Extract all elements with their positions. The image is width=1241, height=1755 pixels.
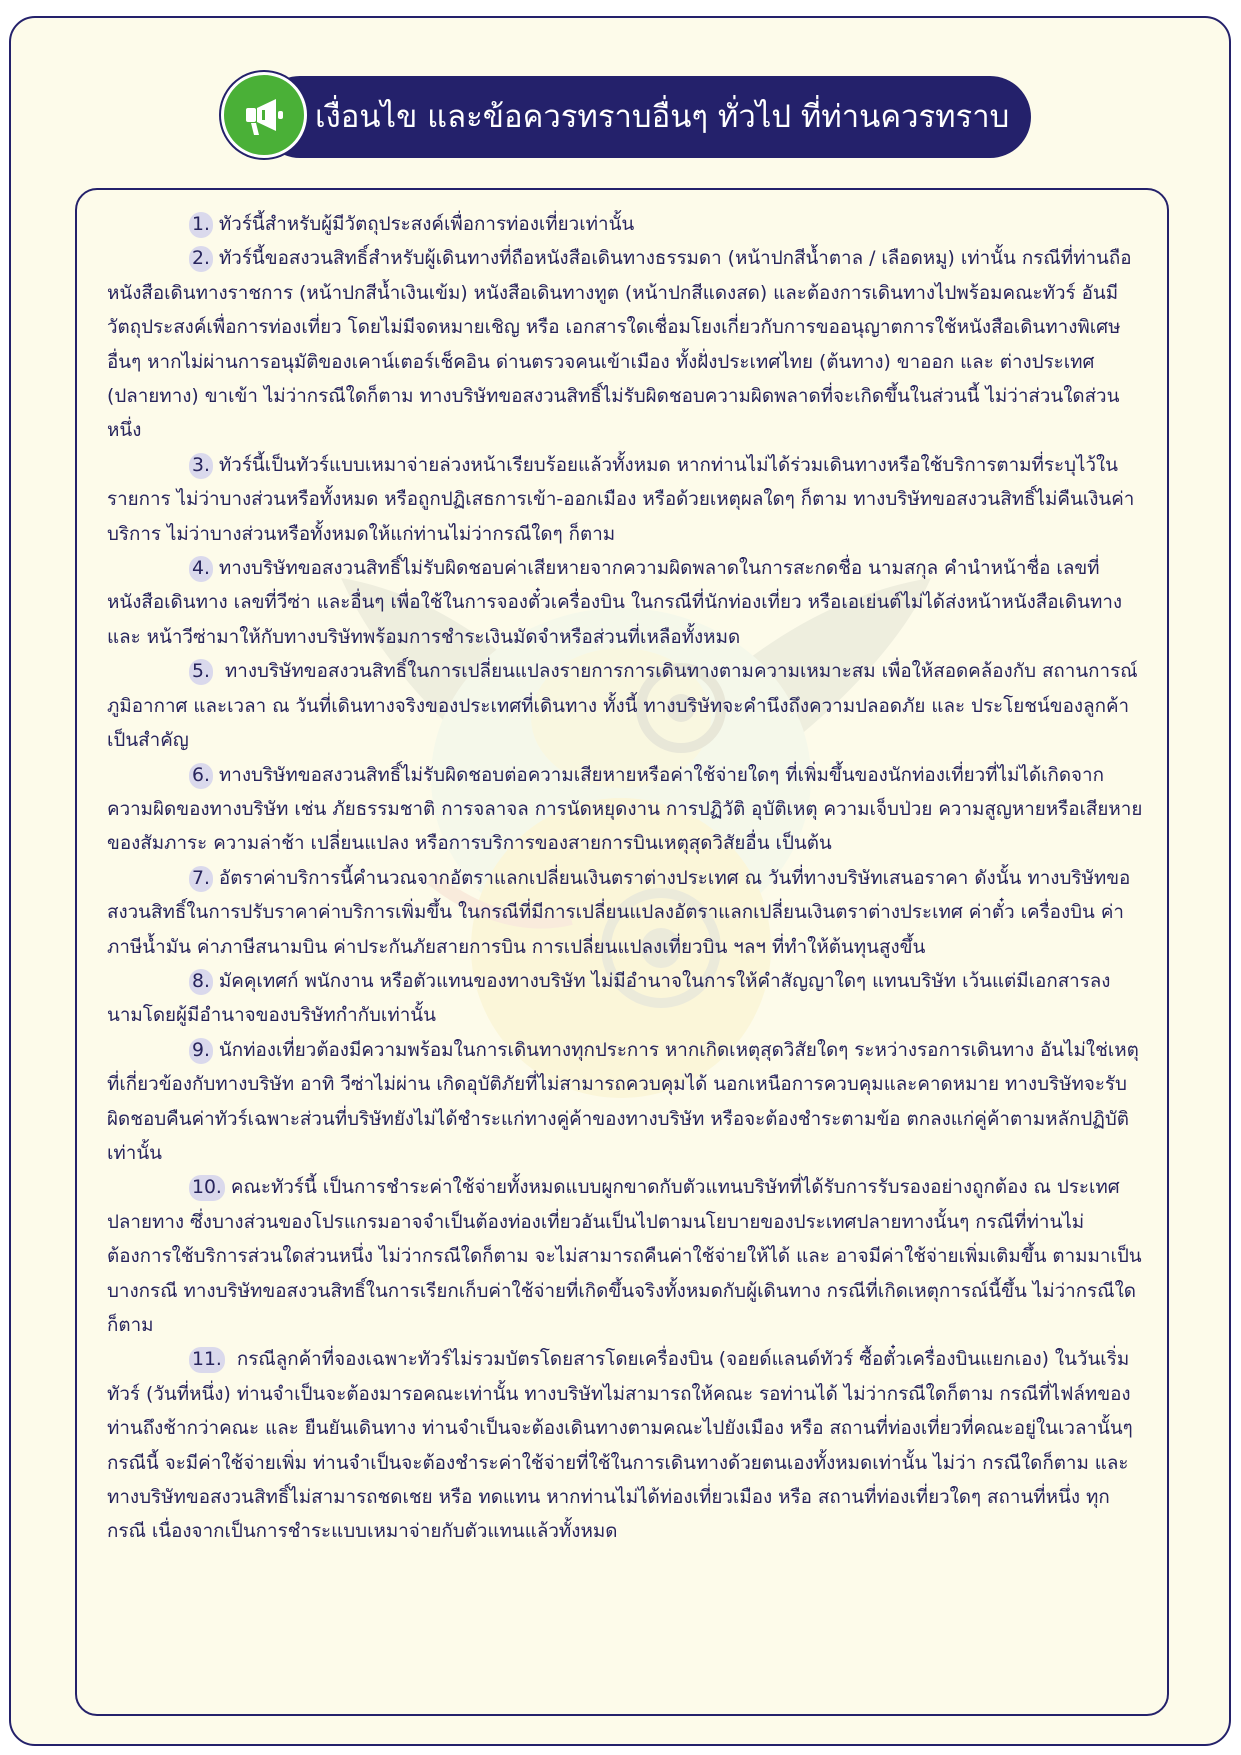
item-text: ทัวร์นี้ขอสงวนสิทธิ์สำหรับผู้เดินทางที่ถือหนังสือเดินทางธรรมดา (หน้าปกสีน้ำตาล / เลือดหมู) เท่านั้น กรณีที่ท่านถือหนังสือเดินทางราชการ (หน้าปกสีน้ำเงินเข้ม) หนังสือเดินทางทูต (หน้าปกสีแดงสด) และต้องการเดินทางไปพร้อมคณะทัวร์ อันมีวัตถุประสงค์เพื่อการท่องเที่ยว โดยไม่มีจดหมายเชิญ หรือ เอกสารใดเชื่อมโยงเกี่ยวกับการขออนุญาตการใช้หนังสือเดินทางพิเศษอื่นๆ หากไม่ผ่านการอนุมัติของเคาน์เตอร์เช็คอิน ด่านตรวจคนเข้าเมือง ทั้งฝั่งประเทศไทย (ต้นทาง) ขาออก และ ต่างประเทศ (ปลายทาง) ขาเข้า ไม่ว่ากรณีใดก็ตาม ทางบริษัทขอสงวนสิทธิ์ไม่รับผิดชอบความผิดพลาดที่จะเกิดขึ้นในส่วนนี้ ไม่ว่าส่วนใดส่วนหนึ่ง xyxy=(107,248,1132,442)
item-text: นักท่องเที่ยวต้องมีความพร้อมในการเดินทางทุกประการ หากเกิดเหตุสุดวิสัยใดๆ ระหว่างรอการเดินทาง อันไม่ใช่เหตุที่เกี่ยวข้องกับทางบริษัท อาทิ วีซ่าไม่ผ่าน เกิดอุบัติภัยที่ไม่สามารถควบคุมได้ นอกเหนือการควบคุมและคาดหมาย ทางบริษัทจะรับผิดชอบคืนค่าทัวร์เฉพาะส่วนที่บริษัทยังไม่ได้ชำระแก่ทางคู่ค้าของทางบริษัท หรือจะต้องชำระตามข้อ ตกลงแก่คู่ค้าตามหลักปฏิบัติเท่านั้น xyxy=(107,1039,1139,1164)
item-number: 7. xyxy=(189,866,213,892)
list-item xyxy=(107,759,1143,862)
terms-list xyxy=(107,208,1143,1550)
list-item xyxy=(107,655,1143,758)
item-number: 3. xyxy=(189,453,213,479)
list-item xyxy=(107,1171,1143,1343)
item-number: 6. xyxy=(189,763,213,789)
item-text: มัคคุเทศก์ พนักงาน หรือตัวแทนของทางบริษัท ไม่มีอำนาจในการให้คำสัญญาใดๆ แทนบริษัท เว้นแต่มีเอกสารลงนามโดยผู้มีอำนาจของบริษัทกำกับเท่านั้น xyxy=(107,970,1111,1027)
item-text: ทางบริษัทขอสงวนสิทธิ์ในการเปลี่ยนแปลงรายการการเดินทางตามความเหมาะสม เพื่อให้สอดคล้องกับ สถานการณ์ ภูมิอากาศ และเวลา ณ วันที่เดินทางจริงของประเทศที่เดินทาง ทั้งนี้ ทางบริษัทจะคำนึงถึงความปลอดภัย และ ประโยชน์ของลูกค้าเป็นสำคัญ xyxy=(107,661,1138,752)
megaphone-icon xyxy=(242,95,292,141)
item-text: อัตราค่าบริการนี้คำนวณจากอัตราแลกเปลี่ยนเงินตราต่างประเทศ ณ วันที่ทางบริษัทเสนอราคา ดังนั้น ทางบริษัทขอสงวนสิทธิ์ในการปรับราคาค่าบริการเพิ่มขึ้น ในกรณีที่มีการเปลี่ยนแปลงอัตราแลกเปลี่ยนเงินตราต่างประเทศ ค่าตั๋ว เครื่องบิน ค่าภาษีน้ำมัน ค่าภาษีสนามบิน ค่าประกันภัยสายการบิน การเปลี่ยนแปลงเที่ยวบิน ฯลฯ ที่ทำให้ต้นทุนสูงขึ้น xyxy=(107,867,1131,958)
list-item xyxy=(107,552,1143,655)
item-text: ทางบริษัทขอสงวนสิทธิ์ไม่รับผิดชอบค่าเสียหายจากความผิดพลาดในการสะกดชื่อ นามสกุล คำนำหน้าชื่อ เลขที่หนังสือเดินทาง เลขที่วีซ่า และอื่นๆ เพื่อใช้ในการจองตั๋วเครื่องบิน ในกรณีที่นักท่องเที่ยว หรือเอเย่นต์ไม่ได้ส่งหน้าหนังสือเดินทาง และ หน้าวีซ่ามาให้กับทางบริษัทพร้อมการชำระเงินมัดจำหรือส่วนที่เหลือทั้งหมด xyxy=(107,558,1123,648)
terms-content-box xyxy=(75,188,1169,1716)
item-number: 9. xyxy=(189,1038,213,1064)
item-number: 1. xyxy=(189,212,213,238)
item-text: กรณีลูกค้าที่จองเฉพาะทัวร์ไม่รวมบัตรโดยสารโดยเครื่องบิน (จอยด์แลนด์ทัวร์ ซื้อตั๋วเครื่องบินแยกเอง) ในวันเริ่มทัวร์ (วันที่หนึ่ง) ท่านจำเป็นจะต้องมารอคณะเท่านั้น ทางบริษัทไม่สามารถให้คณะ รอท่านได้ ไม่ว่ากรณีใดก็ตาม กรณีที่ไฟล์ทของท่านถึงช้ากว่าคณะ และ ยืนยันเดินทาง ท่านจำเป็นจะต้องเดินทางตามคณะไปยังเมือง หรือ สถานที่ท่องเที่ยวที่คณะอยู่ในเวลานั้นๆ กรณีนี้ จะมีค่าใช้จ่ายเพิ่ม ท่านจำเป็นจะต้องชำระค่าใช้จ่ายที่ใช้ในการเดินทางด้วยตนเองทั้งหมดเท่านั้น ไม่ว่า กรณีใดก็ตาม และ ทางบริษัทขอสงวนสิทธิ์ไม่สามารถชดเชย หรือ ทดแทน หากท่านไม่ได้ท่องเที่ยวเมือง หรือ สถานที่ท่องเที่ยวใดๆ สถานที่หนึ่ง ทุกกรณี เนื่องจากเป็นการชำระแบบเหมาจ่ายกับตัวแทนแล้วทั้งหมด xyxy=(107,1349,1133,1543)
list-item xyxy=(107,208,1143,242)
list-item xyxy=(107,1034,1143,1172)
list-item xyxy=(107,862,1143,965)
item-number: 2. xyxy=(189,246,213,272)
list-item xyxy=(107,242,1143,448)
list-item xyxy=(107,449,1143,552)
item-text: ทัวร์นี้เป็นทัวร์แบบเหมาจ่ายล่วงหน้าเรียบร้อยแล้วทั้งหมด หากท่านไม่ได้ร่วมเดินทางหรือใช้บริการตามที่ระบุไว้ในรายการ ไม่ว่าบางส่วนหรือทั้งหมด หรือถูกปฏิเสธการเข้า-ออกเมือง หรือด้วยเหตุผลใดๆ ก็ตาม ทางบริษัทขอสงวนสิทธิ์ไม่คืนเงินค่าบริการ ไม่ว่าบางส่วนหรือทั้งหมดให้แก่ท่านไม่ว่ากรณีใดๆ ก็ตาม xyxy=(107,454,1135,545)
item-number: 5. xyxy=(189,659,213,685)
terms-page xyxy=(9,16,1231,1746)
item-text: คณะทัวร์นี้ เป็นการชำระค่าใช้จ่ายทั้งหมดแบบผูกขาดกับตัวแทนบริษัทที่ได้รับการรับรองอย่างถูกต้อง ณ ประเทศปลายทาง ซึ่งบางส่วนของโปรแกรมอาจจำเป็นต้องท่องเที่ยวอันเป็นไปตามนโยบายของประเทศปลายทางนั้นๆ กรณีที่ท่านไม่ต้องการใช้บริการส่วนใดส่วนหนึ่ง ไม่ว่ากรณีใดก็ตาม จะไม่สามารถคืนค่าใช้จ่ายให้ได้ และ อาจมีค่าใช้จ่ายเพิ่มเติมขึ้น ตามมาเป็นบางกรณี ทางบริษัทขอสงวนสิทธิ์ในการเรียกเก็บค่าใช้จ่ายที่เกิดขึ้นจริงทั้งหมดกับผู้เดินทาง กรณีที่เกิดเหตุการณ์นี้ขึ้น ไม่ว่ากรณีใดก็ตาม xyxy=(107,1177,1142,1336)
page-title: เงื่อนไข และข้อควรทราบอื่นๆ ทั่วไป ที่ท่านควรทราบ xyxy=(315,99,1010,135)
item-text: ทางบริษัทขอสงวนสิทธิ์ไม่รับผิดชอบต่อความเสียหายหรือค่าใช้จ่ายใดๆ ที่เพิ่มขึ้นของนักท่องเที่ยวที่ไม่ได้เกิดจากความผิดของทางบริษัท เช่น ภัยธรรมชาติ การจลาจล การนัดหยุดงาน การปฏิวัติ อุบัติเหตุ ความเจ็บป่วย ความสูญหายหรือเสียหายของสัมภาระ ความล่าช้า เปลี่ยนแปลง หรือการบริการของสายการบินเหตุสุดวิสัยอื่น เป็นต้น xyxy=(107,764,1143,855)
list-item xyxy=(107,965,1143,1034)
item-number: 4. xyxy=(189,556,213,582)
header-badge xyxy=(221,72,307,158)
item-text: ทัวร์นี้สำหรับผู้มีวัตถุประสงค์เพื่อการท่องเที่ยวเท่านั้น xyxy=(218,214,635,235)
item-number: 10. xyxy=(189,1175,225,1201)
item-number: 8. xyxy=(189,969,213,995)
list-item xyxy=(107,1343,1143,1549)
item-number: 11. xyxy=(189,1347,225,1373)
section-header xyxy=(219,72,1033,162)
